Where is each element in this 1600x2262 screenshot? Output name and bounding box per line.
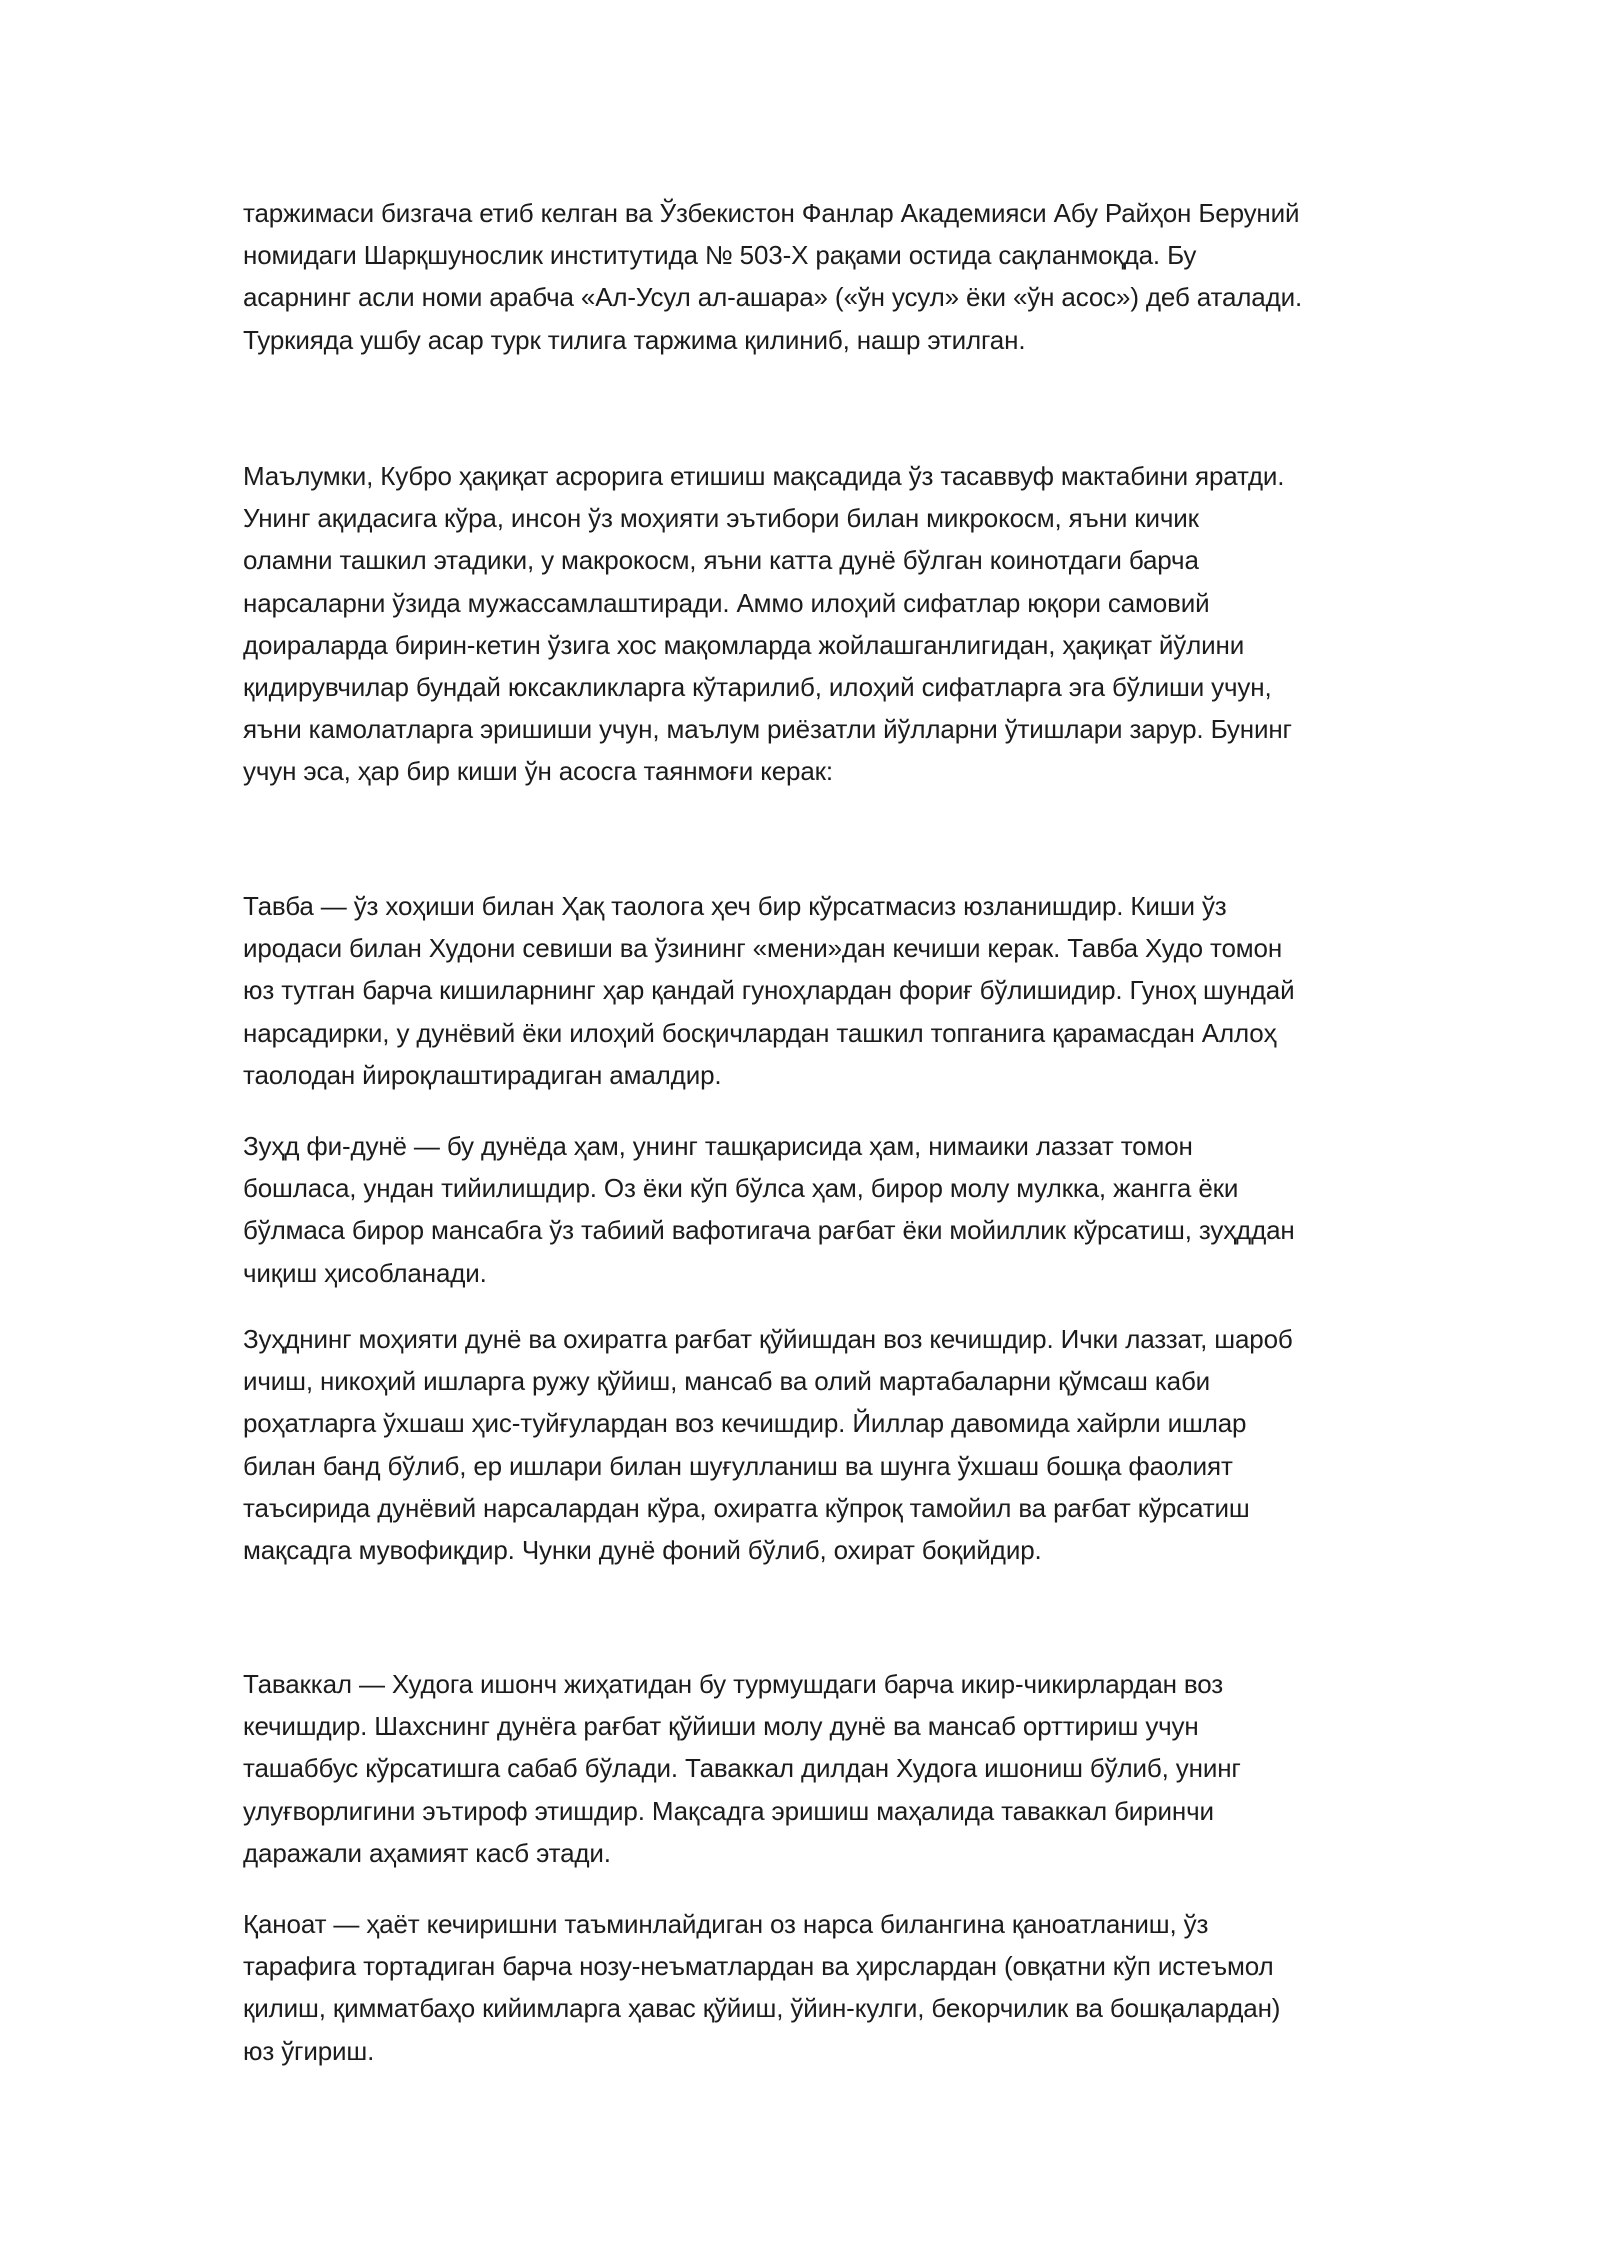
- text-line: даражали аҳамият касб этади.: [243, 1837, 611, 1868]
- text-line: бўлмаса бирор мансабга ўз табиий вафотигача рағбат ёки мойиллик кўрсатиш, зуҳддан: [243, 1215, 1295, 1246]
- text-line: қидирувчилар бундай юксакликларга кўтарилиб, илоҳий сифатларга эга бўлиши учун,: [243, 672, 1272, 703]
- paragraph-tavba: [243, 885, 1383, 1096]
- text-line: билан банд бўлиб, ер ишлари билан шуғулланиш ва шунга ўхшаш бошқа фаолият: [243, 1450, 1233, 1481]
- text-line: улуғворлигини эътироф этишдир. Мақсадга эришиш маҳалида таваккал биринчи: [243, 1795, 1214, 1826]
- text-line: учун эса, ҳар бир киши ўн асосга таянмоғи керак:: [243, 756, 833, 787]
- text-line: асарнинг асли номи арабча «Ал-Усул ал-ашара» («ўн усул» ёки «ўн асос») деб аталади.: [243, 282, 1303, 313]
- text-line: кечишдир. Шахснинг дунёга рағбат қўйиши молу дунё ва мансаб орттириш учун: [243, 1711, 1199, 1742]
- text-line: нарсаларни ўзида мужассамлаштиради. Аммо илоҳий сифатлар юқори самовий: [243, 587, 1210, 618]
- text-line: мақсадга мувофиқдир. Чунки дунё фоний бўлиб, охират боқийдир.: [243, 1535, 1042, 1566]
- text-line: Зуҳд фи-дунё — бу дунёда ҳам, унинг ташқарисида ҳам, нимаики лаззат томон: [243, 1131, 1193, 1161]
- text-line: нарсадирки, у дунёвий ёки илоҳий босқичлардан ташкил топганига қарамасдан Аллоҳ: [243, 1017, 1277, 1048]
- paragraph-kubro-doctrine: [243, 455, 1383, 793]
- text-line: юз тутган барча кишиларнинг ҳар қандай гуноҳлардан фориғ бўлишидир. Гуноҳ шундай: [243, 975, 1295, 1006]
- text-line: Туркияда ушбу асар турк тилига таржима қилиниб, нашр этилган.: [243, 324, 1026, 355]
- text-line: Зуҳднинг моҳияти дунё ва охиратга рағбат қўйишдан воз кечишдир. Ички лаззат, шароб: [243, 1324, 1293, 1354]
- text-line: оламни ташкил этадики, у макрокосм, яъни катта дунё бўлган коинотдаги барча: [243, 545, 1199, 576]
- paragraph-zuhd-fi-dunyo: [243, 1125, 1383, 1294]
- text-line: тарафига тортадиган барча нозу-неъматлардан ва ҳирслардан (овқатни кўп истеъмол: [243, 1951, 1274, 1982]
- paragraph-zuhd-essence: [243, 1318, 1383, 1571]
- paragraph-manuscript-intro: [243, 192, 1383, 361]
- text-line: Маълумки, Кубро ҳақиқат асрорига етишиш мақсадида ўз тасаввуф мактабини яратди.: [243, 461, 1285, 491]
- text-line: Таваккал — Худога ишонч жиҳатидан бу турмушдаги барча икир-чикирлардан воз: [243, 1669, 1224, 1699]
- text-line: юз ўгириш.: [243, 2035, 375, 2066]
- text-line: роҳатларга ўхшаш ҳис-туйғулардан воз кечишдир. Йиллар давомида хайрли ишлар: [243, 1408, 1247, 1439]
- text-line: ичиш, никоҳий ишларга ружу қўйиш, мансаб ва олий мартабаларни қўмсаш каби: [243, 1366, 1211, 1397]
- text-line: доираларда бирин-кетин ўзига хос мақомларда жойлашганлигидан, ҳақиқат йўлини: [243, 629, 1245, 660]
- text-line: таржимаси бизгача етиб келган ва Ўзбекистон Фанлар Академияси Абу Райҳон Беруний: [243, 198, 1300, 228]
- text-line: Унинг ақидасига кўра, инсон ўз моҳияти эътибори билан микрокосм, яъни кичик: [243, 503, 1199, 534]
- text-line: Қаноат — ҳаёт кечиришни таъминлайдиган оз нарса билангина қаноатланиш, ўз: [243, 1909, 1209, 1939]
- text-line: таъсирида дунёвий нарсалардан кўра, охиратга кўпроқ тамойил ва рағбат кўрсатиш: [243, 1492, 1250, 1523]
- text-line: Тавба — ўз хоҳиши билан Ҳақ таологa ҳеч бир кўрсатмасиз юзланишдир. Киши ўз: [243, 891, 1227, 921]
- text-line: иродаси билан Худони севиши ва ўзининг «мени»дан кечиши керак. Тавба Худо томон: [243, 933, 1283, 964]
- text-line: яъни камолатларга эришиши учун, маълум риёзатли йўлларни ўтишлари зарур. Бунинг: [243, 714, 1292, 745]
- text-line: номидаги Шарқшунослик институтида № 503-Х рақами остида сақланмоқда. Бу: [243, 240, 1197, 271]
- paragraph-qanoat: [243, 1903, 1383, 2072]
- paragraph-tavakkal: [243, 1663, 1383, 1874]
- text-line: чиқиш ҳисобланади.: [243, 1257, 487, 1288]
- text-line: ташаббус кўрсатишга сабаб бўлади. Таваккал дилдан Худога ишониш бўлиб, унинг: [243, 1753, 1241, 1784]
- text-line: бошласа, ундан тийилишдир. Оз ёки кўп бўлса ҳам, бирор молу мулкка, жангга ёки: [243, 1173, 1239, 1204]
- text-line: таолодан йироқлаштирадиган амалдир.: [243, 1059, 722, 1090]
- text-line: қилиш, қимматбаҳо кийимларга ҳавас қўйиш, ўйин-кулги, бекорчилик ва бошқалардан): [243, 1993, 1281, 2024]
